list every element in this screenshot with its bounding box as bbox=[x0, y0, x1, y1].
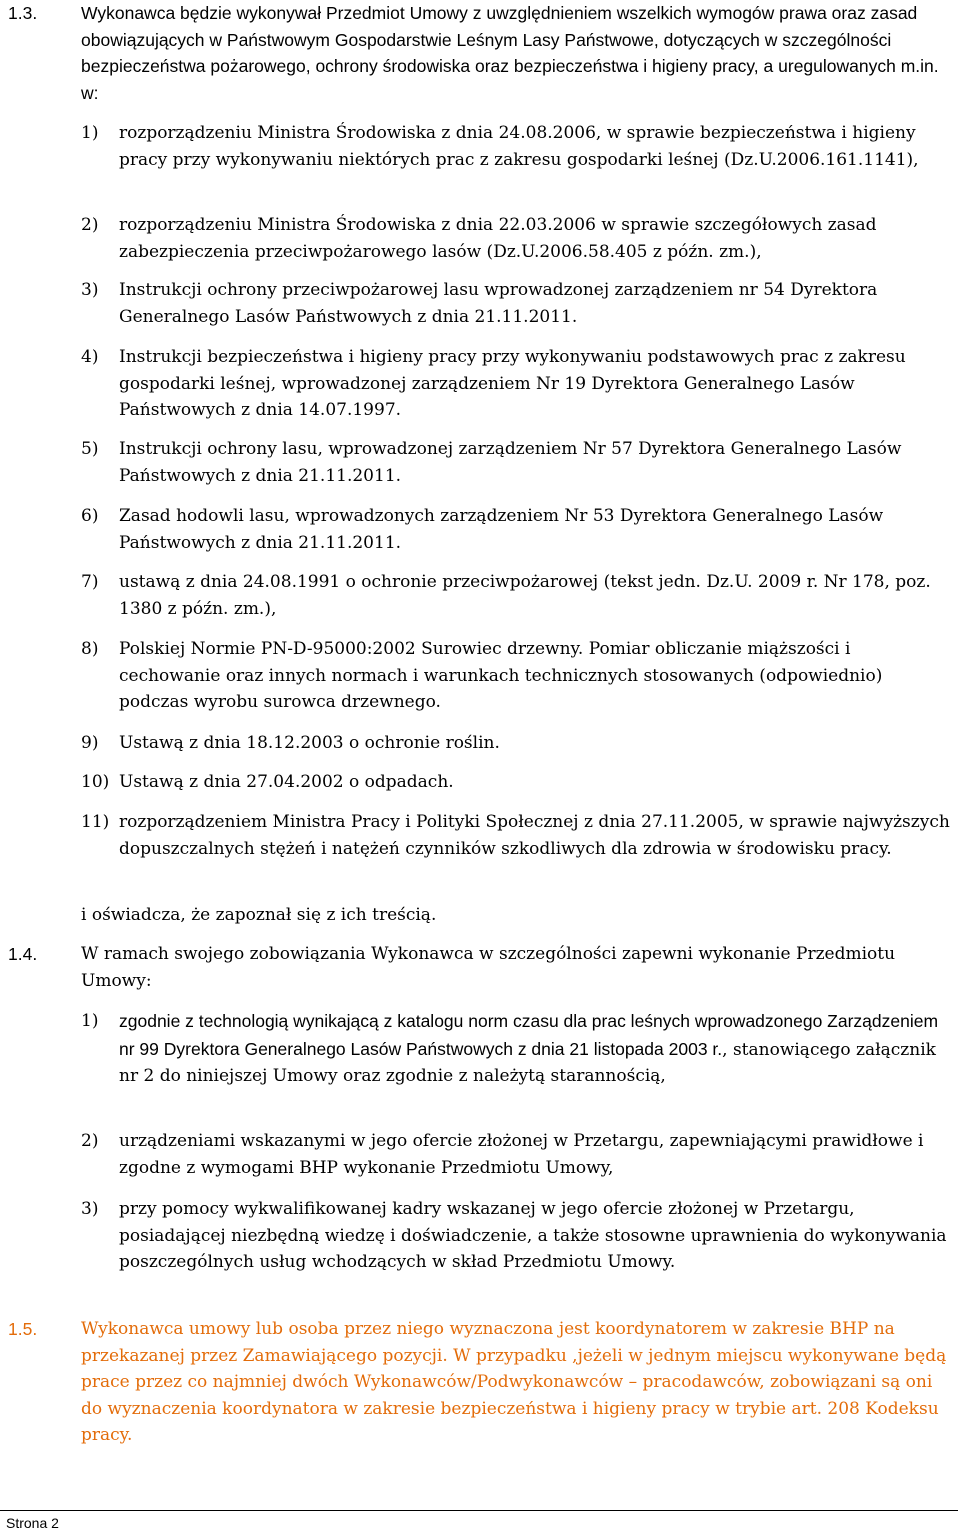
list-item-number: 9) bbox=[81, 733, 99, 753]
section-intro: W ramach swojego zobowiązania Wykonawca w szczególności zapewni wykonanie Przedmiotu Umowy: bbox=[81, 944, 896, 991]
footer-divider bbox=[0, 1510, 958, 1511]
list-item-text: Instrukcji bezpieczeństwa i higieny pracy przy wykonywaniu podstawowych prac z zakresu gospodarki leśnej, wprowadzonej zarządzeniem Nr 19 Dyrektora Generalnego Lasów Państwowych z dnia 14.07.1997. bbox=[119, 347, 906, 421]
list-item-number: 7) bbox=[81, 572, 99, 592]
section-number: 1.3. bbox=[8, 3, 38, 23]
list-item-text: Polskiej Normie PN-D-95000:2002 Surowiec drzewny. Pomiar obliczanie miąższości i cechowanie oraz innych normach i warunkach technicznych stosowanych (odpowiednio) podczas wyrobu surowca drzewnego. bbox=[119, 639, 883, 713]
list-item-number: 2) bbox=[81, 1131, 99, 1151]
list-item-text: rozporządzeniem Ministra Pracy i Polityki Społecznej z dnia 27.11.2005, w sprawie najwyższych dopuszczalnych stężeń i natężeń czynników szkodliwych dla zdrowia w środowisku pracy. bbox=[119, 812, 950, 859]
list-item-text: Ustawą z dnia 18.12.2003 o ochronie roślin. bbox=[119, 733, 500, 753]
list-item-number: 5) bbox=[81, 439, 99, 459]
list-item-number: 10) bbox=[81, 772, 110, 792]
section-number: 1.5. bbox=[8, 1319, 38, 1339]
list-item-text: urządzeniami wskazanymi w jego ofercie złożonej w Przetargu, zapewniającymi prawidłowe i zgodne z wymogami BHP wykonanie Przedmiotu Umowy, bbox=[119, 1131, 924, 1178]
list-item-number: 3) bbox=[81, 280, 99, 300]
list-item-number: 11) bbox=[81, 812, 110, 832]
list-item-text: Instrukcji ochrony lasu, wprowadzonej zarządzeniem Nr 57 Dyrektora Generalnego Lasów Państwowych z dnia 21.11.2011. bbox=[119, 439, 902, 486]
list-item-text: Ustawą z dnia 27.04.2002 o odpadach. bbox=[119, 772, 454, 792]
list-item-text-part: zgodnie z technologią wynikającą z katalogu norm czasu dla prac leśnych wprowadzonego Zarządzeniem nr 99 Dyrektora Generalnego Lasów Państwowych z dnia 21 listopada 2003 r. bbox=[119, 1011, 939, 1059]
list-item-text: przy pomocy wykwalifikowanej kadry wskazanej w jego ofercie złożonej w Przetargu, posiadającej niezbędną wiedzę i doświadczenie, a także stosowne uprawnienia do wykonywania poszczególnych usług wchodzących w skład Przedmiotu Umowy. bbox=[119, 1199, 947, 1273]
list-item-text-part: , stanowiącego załącznik nr 2 do niniejszej Umowy oraz zgodnie z należytą starannością, bbox=[119, 1039, 936, 1087]
list-item-text bbox=[119, 1008, 950, 1090]
list-item-text: ustawą z dnia 24.08.1991 o ochronie przeciwpożarowej (tekst jedn. Dz.U. 2009 r. Nr 178, poz. 1380 z późn. zm.), bbox=[119, 572, 931, 619]
section-intro: Wykonawca będzie wykonywał Przedmiot Umowy z uwzględnieniem wszelkich wymogów prawa oraz zasad obowiązujących w Państwowym Gospodarstwie Leśnym Lasy Państwowe, dotyczących w szczególności bezpieczeństwa pożarowego, ochrony środowiska oraz bezpieczeństwa i higieny pracy, a uregulowanych m.in. w: bbox=[81, 3, 939, 103]
list-item-number: 1) bbox=[81, 1011, 99, 1031]
list-item-text: Instrukcji ochrony przeciwpożarowej lasu wprowadzonej zarządzeniem nr 54 Dyrektora Generalnego Lasów Państwowych z dnia 21.11.2011. bbox=[119, 280, 878, 327]
list-item-number: 4) bbox=[81, 347, 99, 367]
page-number: Strona 2 bbox=[6, 1515, 59, 1531]
closing-statement: i oświadcza, że zapoznał się z ich treścią. bbox=[81, 905, 437, 925]
section-text: Wykonawca umowy lub osoba przez niego wyznaczona jest koordynatorem w zakresie BHP na przekazanej przez Zamawiającego pozycji. W przypadku ,jeżeli w jednym miejscu wykonywane będą prace przez co najmniej dwóch Wykonawców/Podwykonawców – pracodawców, zobowiązani są oni do wyznaczenia koordynatora w zakresie bezpieczeństwa i higieny pracy w trybie art. 208 Kodeksu pracy. bbox=[81, 1319, 947, 1446]
list-item-text: rozporządzeniu Ministra Środowiska z dnia 24.08.2006, w sprawie bezpieczeństwa i higieny pracy przy wykonywaniu niektórych prac z zakresu gospodarki leśnej (Dz.U.2006.161.1141), bbox=[119, 123, 919, 170]
list-item-number: 6) bbox=[81, 506, 99, 526]
list-item-number: 3) bbox=[81, 1199, 99, 1219]
section-number: 1.4. bbox=[8, 944, 38, 964]
list-item-text: rozporządzeniu Ministra Środowiska z dnia 22.03.2006 w sprawie szczegółowych zasad zabezpieczenia przeciwpożarowego lasów (Dz.U.2006.58.405 z późn. zm.), bbox=[119, 215, 877, 262]
list-item-number: 2) bbox=[81, 215, 99, 235]
list-item-number: 8) bbox=[81, 639, 99, 659]
list-item-text: Zasad hodowli lasu, wprowadzonych zarządzeniem Nr 53 Dyrektora Generalnego Lasów Państwowych z dnia 21.11.2011. bbox=[119, 506, 884, 553]
list-item-number: 1) bbox=[81, 123, 99, 143]
